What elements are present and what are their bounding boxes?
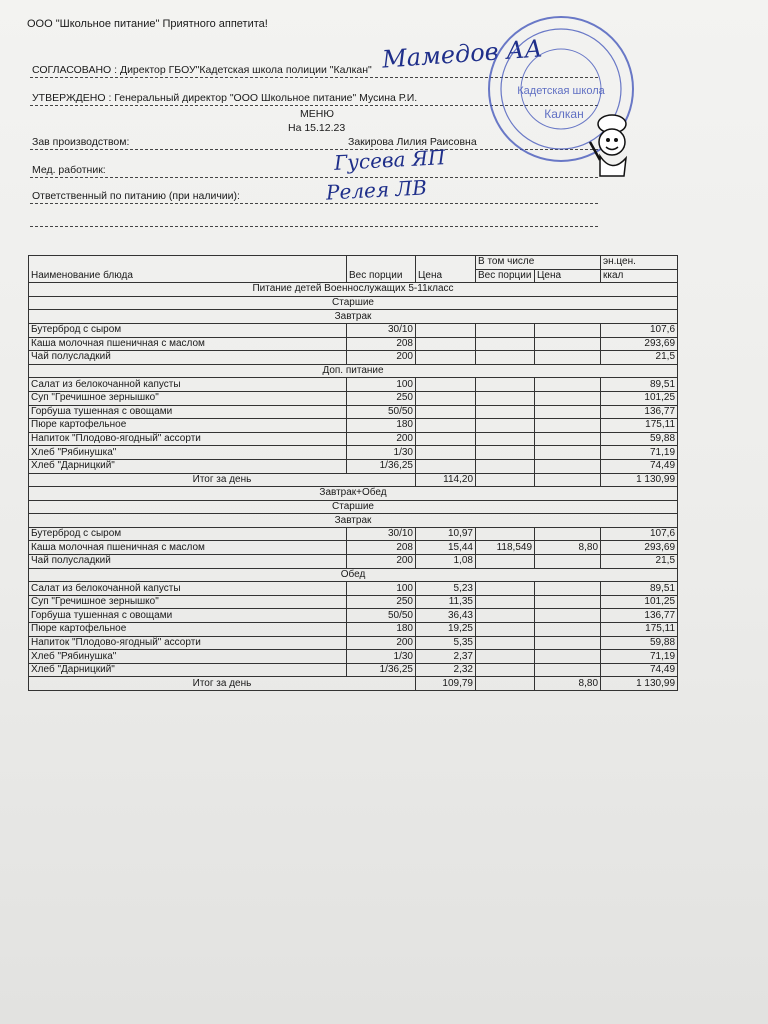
- energy-kcal: 107,6: [601, 527, 678, 541]
- dish-price: 15,44: [416, 541, 476, 555]
- incl-portion: [476, 582, 535, 596]
- dish-price: [416, 419, 476, 433]
- incl-price: [535, 378, 601, 392]
- section-label: Старшие: [29, 500, 678, 514]
- dish-name: Бутерброд с сыром: [29, 527, 347, 541]
- approved-line: УТВЕРЖДЕНО : Генеральный директор "ООО Школьное питание" Мусина Р.И.: [32, 92, 418, 104]
- total-incl-portion: [476, 473, 535, 487]
- energy-kcal: 89,51: [601, 582, 678, 596]
- header-including: В том числе: [476, 256, 601, 270]
- portion-weight: 180: [347, 419, 416, 433]
- table-header-row-top: [29, 256, 678, 270]
- total-price: 114,20: [416, 473, 476, 487]
- incl-portion: [476, 432, 535, 446]
- dish-price: 19,25: [416, 623, 476, 637]
- table-row: [29, 459, 678, 473]
- incl-price: [535, 623, 601, 637]
- total-incl-price: 8,80: [535, 677, 601, 691]
- incl-portion: [476, 323, 535, 337]
- portion-weight: 50/50: [347, 609, 416, 623]
- table-row: [29, 323, 678, 337]
- agreed-line: СОГЛАСОВАНО : Директор ГБОУ"Кадетская школа полиции "Калкан": [32, 64, 372, 76]
- incl-price: [535, 405, 601, 419]
- incl-price: [535, 323, 601, 337]
- responsible-label: Ответственный по питанию (при наличии):: [32, 190, 240, 202]
- section-label: Доп. питание: [29, 364, 678, 378]
- total-label: Итог за день: [29, 473, 416, 487]
- dish-name: Салат из белокочанной капусты: [29, 378, 347, 392]
- medic-underline: [30, 177, 598, 178]
- incl-price: [535, 663, 601, 677]
- total-kcal: 1 130,99: [601, 473, 678, 487]
- header-price: Цена: [416, 256, 476, 283]
- dish-price: 1,08: [416, 555, 476, 569]
- section-label: Обед: [29, 568, 678, 582]
- energy-kcal: 175,11: [601, 623, 678, 637]
- incl-portion: [476, 419, 535, 433]
- energy-kcal: 59,88: [601, 432, 678, 446]
- total-label: Итог за день: [29, 677, 416, 691]
- energy-kcal: 101,25: [601, 595, 678, 609]
- incl-price: [535, 391, 601, 405]
- table-row: [29, 582, 678, 596]
- incl-price: [535, 459, 601, 473]
- energy-kcal: 293,69: [601, 337, 678, 351]
- portion-weight: 100: [347, 378, 416, 392]
- portion-weight: 1/36,25: [347, 663, 416, 677]
- incl-portion: [476, 609, 535, 623]
- table-row: [29, 351, 678, 365]
- portion-weight: 30/10: [347, 323, 416, 337]
- dish-price: 5,23: [416, 582, 476, 596]
- incl-portion: [476, 650, 535, 664]
- portion-weight: 1/30: [347, 446, 416, 460]
- dish-price: [416, 459, 476, 473]
- header-dish: Наименование блюда: [29, 256, 347, 283]
- incl-price: [535, 650, 601, 664]
- table-row: [29, 378, 678, 392]
- incl-portion: [476, 527, 535, 541]
- table-row: [29, 337, 678, 351]
- section-row: [29, 500, 678, 514]
- dish-name: Пюре картофельное: [29, 623, 347, 637]
- dish-name: Чай полусладкий: [29, 555, 347, 569]
- energy-kcal: 89,51: [601, 378, 678, 392]
- portion-weight: 200: [347, 351, 416, 365]
- incl-portion: [476, 555, 535, 569]
- section-row: [29, 487, 678, 501]
- menu-table: [28, 255, 678, 691]
- medic-signature: Гусева ЯП: [333, 145, 446, 175]
- total-incl-price: [535, 473, 601, 487]
- incl-price: [535, 609, 601, 623]
- incl-portion: [476, 459, 535, 473]
- table-row: [29, 405, 678, 419]
- energy-kcal: 74,49: [601, 459, 678, 473]
- stamp-text-main: Кадетская школа: [517, 85, 605, 97]
- incl-portion: [476, 405, 535, 419]
- table-row: [29, 541, 678, 555]
- dish-price: 2,37: [416, 650, 476, 664]
- incl-portion: [476, 391, 535, 405]
- responsible-signature: Релея ЛВ: [325, 175, 428, 205]
- energy-kcal: 71,19: [601, 650, 678, 664]
- header-energy-top: эн.цен.: [601, 256, 678, 270]
- incl-portion: [476, 378, 535, 392]
- medic-label: Мед. работник:: [32, 164, 106, 176]
- section-label: Старшие: [29, 296, 678, 310]
- dish-price: [416, 337, 476, 351]
- incl-portion: [476, 446, 535, 460]
- company-line: ООО "Школьное питание" Приятного аппетита!: [27, 18, 268, 30]
- dish-price: 36,43: [416, 609, 476, 623]
- section-row: [29, 296, 678, 310]
- header-portion: Вес порции: [347, 256, 416, 283]
- energy-kcal: 136,77: [601, 609, 678, 623]
- table-row: [29, 391, 678, 405]
- portion-weight: 200: [347, 432, 416, 446]
- header-incl-portion: Вес порции: [476, 269, 535, 283]
- dish-price: 5,35: [416, 636, 476, 650]
- director-signature: Мамедов АА: [381, 34, 544, 74]
- energy-kcal: 293,69: [601, 541, 678, 555]
- responsible-underline: [30, 203, 598, 204]
- incl-portion: 118,549: [476, 541, 535, 555]
- dish-price: [416, 446, 476, 460]
- dish-price: 2,32: [416, 663, 476, 677]
- section-row: [29, 364, 678, 378]
- dish-price: [416, 323, 476, 337]
- dish-name: Суп "Гречишное зернышко": [29, 391, 347, 405]
- dish-price: 11,35: [416, 595, 476, 609]
- dish-name: Чай полусладкий: [29, 351, 347, 365]
- energy-kcal: 59,88: [601, 636, 678, 650]
- chef-mascot-icon: [582, 112, 638, 178]
- dish-name: Напиток "Плодово-ягодный" ассорти: [29, 432, 347, 446]
- energy-kcal: 71,19: [601, 446, 678, 460]
- portion-weight: 100: [347, 582, 416, 596]
- table-row: [29, 663, 678, 677]
- dish-name: Хлеб "Дарницкий": [29, 663, 347, 677]
- table-row: [29, 419, 678, 433]
- section-label: Питание детей Военнослужащих 5-11класс: [29, 283, 678, 297]
- incl-portion: [476, 351, 535, 365]
- dish-name: Хлеб "Дарницкий": [29, 459, 347, 473]
- portion-weight: 180: [347, 623, 416, 637]
- portion-weight: 200: [347, 555, 416, 569]
- table-row: [29, 623, 678, 637]
- incl-price: [535, 595, 601, 609]
- header-incl-price: Цена: [535, 269, 601, 283]
- dish-name: Салат из белокочанной капусты: [29, 582, 347, 596]
- incl-price: [535, 582, 601, 596]
- incl-portion: [476, 337, 535, 351]
- incl-portion: [476, 623, 535, 637]
- section-row: [29, 514, 678, 528]
- portion-weight: 30/10: [347, 527, 416, 541]
- total-incl-portion: [476, 677, 535, 691]
- incl-portion: [476, 636, 535, 650]
- dish-price: [416, 351, 476, 365]
- dish-name: Пюре картофельное: [29, 419, 347, 433]
- energy-kcal: 107,6: [601, 323, 678, 337]
- energy-kcal: 21,5: [601, 555, 678, 569]
- dish-price: [416, 432, 476, 446]
- portion-weight: 1/30: [347, 650, 416, 664]
- dish-name: Каша молочная пшеничная с маслом: [29, 541, 347, 555]
- table-row: [29, 650, 678, 664]
- stamp-text-name: Калкан: [544, 107, 584, 121]
- energy-kcal: 21,5: [601, 351, 678, 365]
- energy-kcal: 74,49: [601, 663, 678, 677]
- total-row: [29, 473, 678, 487]
- portion-weight: 208: [347, 541, 416, 555]
- energy-kcal: 136,77: [601, 405, 678, 419]
- portion-weight: 208: [347, 337, 416, 351]
- dish-price: 10,97: [416, 527, 476, 541]
- separator-line: [30, 226, 598, 227]
- table-row: [29, 609, 678, 623]
- table-row: [29, 636, 678, 650]
- section-label: Завтрак+Обед: [29, 487, 678, 501]
- section-label: Завтрак: [29, 310, 678, 324]
- header-energy-unit: ккал: [601, 269, 678, 283]
- incl-price: [535, 351, 601, 365]
- production-head-label: Зав производством:: [32, 136, 130, 148]
- energy-kcal: 175,11: [601, 419, 678, 433]
- table-row: [29, 555, 678, 569]
- total-kcal: 1 130,99: [601, 677, 678, 691]
- dish-name: Хлеб "Рябинушка": [29, 650, 347, 664]
- portion-weight: 50/50: [347, 405, 416, 419]
- portion-weight: 250: [347, 391, 416, 405]
- dish-price: [416, 405, 476, 419]
- dish-name: Напиток "Плодово-ягодный" ассорти: [29, 636, 347, 650]
- section-row: [29, 310, 678, 324]
- section-row: [29, 283, 678, 297]
- dish-name: Суп "Гречишное зернышко": [29, 595, 347, 609]
- incl-price: [535, 555, 601, 569]
- table-row: [29, 432, 678, 446]
- incl-price: 8,80: [535, 541, 601, 555]
- incl-portion: [476, 595, 535, 609]
- dish-name: Горбуша тушенная с овощами: [29, 405, 347, 419]
- incl-price: [535, 446, 601, 460]
- total-row: [29, 677, 678, 691]
- dish-name: Бутерброд с сыром: [29, 323, 347, 337]
- menu-title: МЕНЮ: [300, 108, 334, 120]
- section-row: [29, 568, 678, 582]
- incl-price: [535, 636, 601, 650]
- dish-price: [416, 391, 476, 405]
- portion-weight: 1/36,25: [347, 459, 416, 473]
- energy-kcal: 101,25: [601, 391, 678, 405]
- menu-date: На 15.12.23: [288, 122, 346, 134]
- dish-name: Каша молочная пшеничная с маслом: [29, 337, 347, 351]
- table-row: [29, 446, 678, 460]
- production-head-name: Закирова Лилия Раисовна: [348, 136, 477, 148]
- portion-weight: 200: [347, 636, 416, 650]
- table-row: [29, 595, 678, 609]
- section-label: Завтрак: [29, 514, 678, 528]
- portion-weight: 250: [347, 595, 416, 609]
- incl-price: [535, 527, 601, 541]
- incl-portion: [476, 663, 535, 677]
- dish-name: Хлеб "Рябинушка": [29, 446, 347, 460]
- incl-price: [535, 337, 601, 351]
- total-price: 109,79: [416, 677, 476, 691]
- dish-name: Горбуша тушенная с овощами: [29, 609, 347, 623]
- incl-price: [535, 432, 601, 446]
- table-row: [29, 527, 678, 541]
- incl-price: [535, 419, 601, 433]
- dish-price: [416, 378, 476, 392]
